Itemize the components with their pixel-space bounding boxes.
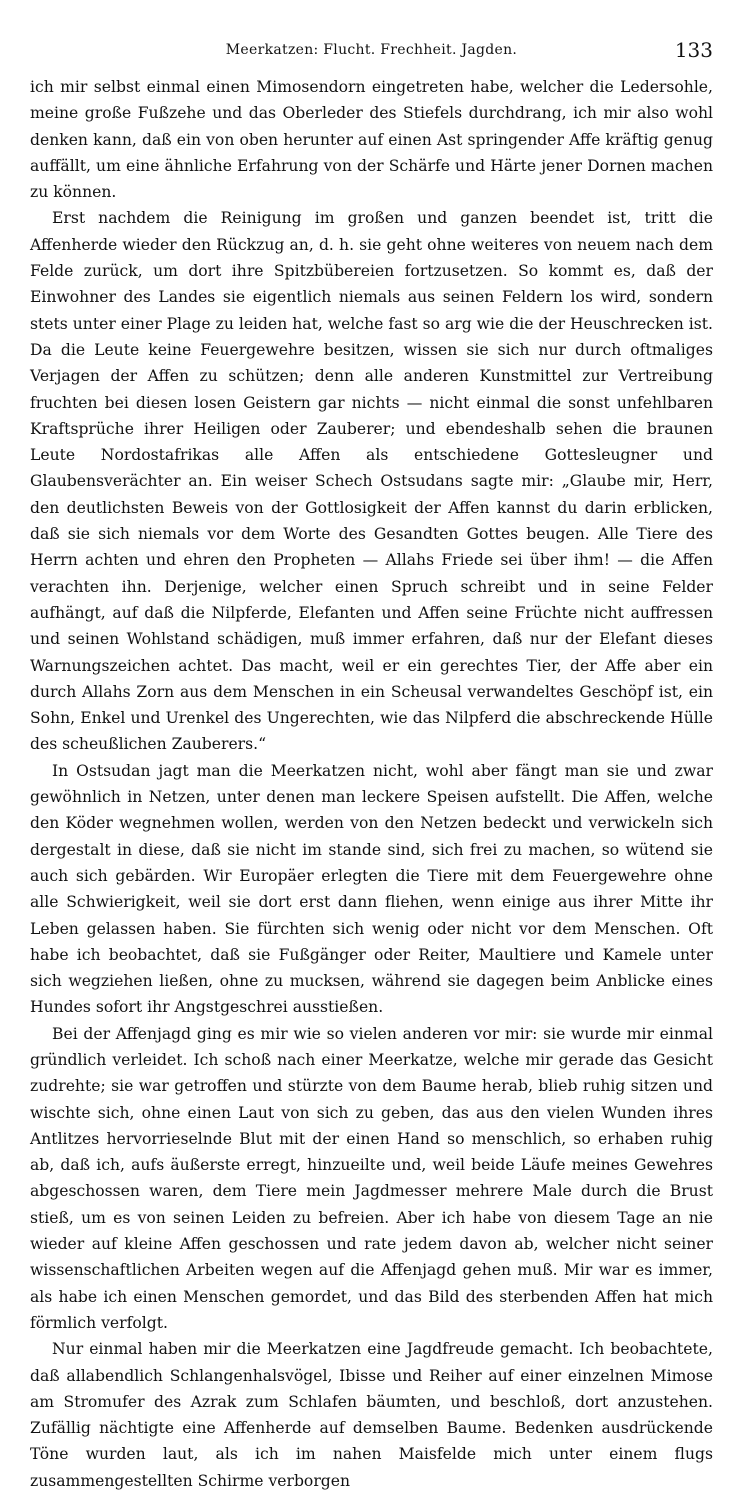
page-header (30, 36, 713, 66)
running-title: Meerkatzen: Flucht. Frechheit. Jagden. (225, 42, 518, 58)
paragraph: Bei der Affenjagd ging es mir wie so vielen anderen vor mir: sie wurde mir einmal gründlich verleidet. Ich schoß nach einer Meerkatze, welche mir gerade das Gesicht zudrehte; sie war getroffen und stürzte von dem Baume herab, blieb ruhig sitzen und wischte sich, ohne einen Laut von sich zu geben, das aus den vielen Wunden ihres Antlitzes hervorrieselnde Blut mit der einen Hand so menschlich, so erhaben ruhig ab, daß ich, aufs äußerste erregt, hinzueilte und, weil beide Läufe meines Gewehres abgeschossen waren, dem Tiere mein Jagdmesser mehrere Male durch die Brust stieß, um es von seinen Leiden zu befreien. Aber ich habe von diesem Tage an nie wieder auf kleine Affen geschossen und rate jedem davon ab, welcher nicht seiner wissenschaftlichen Arbeiten wegen auf die Affenjagd gehen muß. Mir war es immer, als habe ich einen Menschen gemordet, und das Bild des sterbenden Affen hat mich förmlich verfolgt. (30, 1024, 713, 1332)
body-text (30, 74, 713, 1494)
paragraph: ich mir selbst einmal einen Mimosendorn eingetreten habe, welcher die Ledersohle, meine große Fußzehe und das Oberleder des Stiefels durchdrang, ich mir also wohl denken kann, daß ein von oben herunter auf einen Ast springender Affe kräftig genug auffällt, um eine ähnliche Erfahrung von der Schärfe und Härte jener Dornen machen zu können. (30, 78, 713, 202)
paragraph: Erst nachdem die Reinigung im großen und ganzen beendet ist, tritt die Affenherde wieder den Rückzug an, d. h. sie geht ohne weiteres von neuem nach dem Felde zurück, um dort ihre Spitzbübereien fortzusetzen. So kommt es, daß der Einwohner des Landes sie eigentlich niemals aus seinen Feldern los wird, sondern stets unter einer Plage zu leiden hat, welche fast so arg wie die der Heuschrecken ist. Da die Leute keine Feuergewehre besitzen, wissen sie sich nur durch oftmaliges Verjagen der Affen zu schützen; denn alle anderen Kunstmittel zur Vertreibung fruchten bei diesen losen Geistern gar nichts — nicht einmal die sonst unfehlbaren Kraftsprüche ihrer Heiligen oder Zauberer; und ebendeshalb sehen die braunen Leute Nordostafrikas alle Affen als entschiedene Gottesleugner und Glaubensverächter an. Ein weiser Schech Ostsudans sagte mir: „Glaube mir, Herr, den deutlichsten Beweis von der Gottlosigkeit der Affen kannst du darin erblicken, daß sie sich niemals vor dem Worte des Gesandten Gottes beugen. Alle Tiere des Herrn achten und ehren den Propheten — Allahs Friede sei über ihm! — die Affen verachten ihn. Derjenige, welcher einen Spruch schreibt und in seine Felder aufhängt, auf daß die Nilpferde, Elefanten und Affen seine Früchte nicht auffressen und seinen Wohlstand schädigen, muß immer erfahren, daß nur der Elefant dieses Warnungszeichen achtet. Das macht, weil er ein gerechtes Tier, der Affe aber ein durch Allahs Zorn aus dem Menschen in ein Scheusal verwandeltes Geschöpf ist, ein Sohn, Enkel und Urenkel des Ungerechten, wie das Nilpferd die abschreckende Hülle des scheußlichen Zauberers.“ (30, 209, 713, 754)
page-number: 133 (674, 38, 713, 62)
paragraph: Nur einmal haben mir die Meerkatzen eine Jagdfreude gemacht. Ich beobachtete, daß allabendlich Schlangenhalsvögel, Ibisse und Reiher auf einer einzelnen Mimose am Stromufer des Azrak zum Schlafen bäumten, und beschloß, dort anzustehen. Zufällig nächtigte eine Affenherde auf demselben Baume. Bedenken ausdrückende Töne wurden laut, als ich im nahen Maisfelde mich unter einem flugs zusammengestellten Schirme verborgen (30, 1340, 713, 1490)
paragraph: In Ostsudan jagt man die Meerkatzen nicht, wohl aber fängt man sie und zwar gewöhnlich in Netzen, unter denen man leckere Speisen aufstellt. Die Affen, welche den Köder wegnehmen wollen, werden von den Netzen bedeckt und verwickeln sich dergestalt in diese, daß sie nicht im stande sind, sich frei zu machen, so wütend sie auch sich gebärden. Wir Europäer erlegten die Tiere mit dem Feuergewehre ohne alle Schwierigkeit, weil sie dort erst dann fliehen, wenn einige aus ihrer Mitte ihr Leben gelassen haben. Sie fürchten sich wenig oder nicht vor dem Menschen. Oft habe ich beobachtet, daß sie Fußgänger oder Reiter, Maultiere und Kamele unter sich wegziehen ließen, ohne zu mucksen, während sie dagegen beim Anblicke eines Hundes sofort ihr Angstgeschrei ausstießen. (30, 761, 713, 1017)
